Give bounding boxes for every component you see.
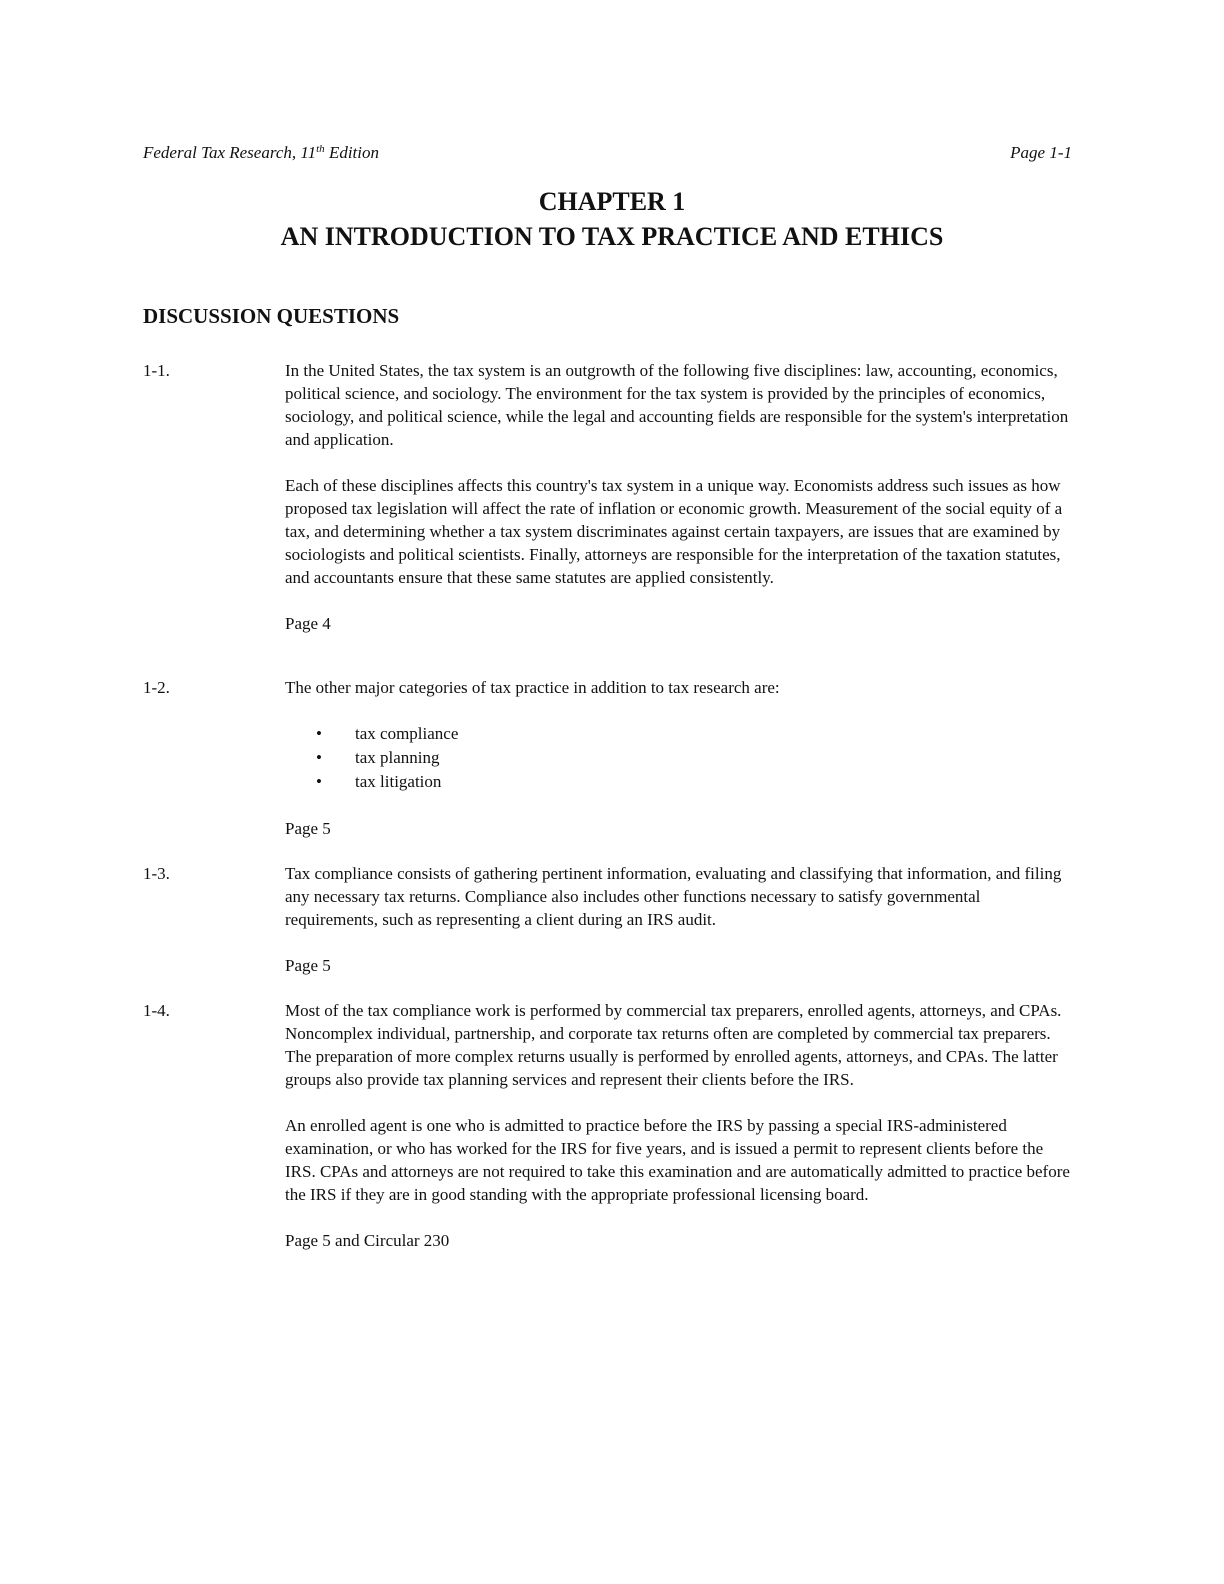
edition-superscript: th	[316, 143, 325, 155]
answer-paragraph: An enrolled agent is one who is admitted to practice before the IRS by passing a special IRS-administered examination, or who has worked for the IRS for five years, and is issued a permit to represent clients before the IRS. CPAs and attorneys are not required to take this examination and are automatically admitted to practice before the IRS if they are in good standing with the appropriate professional licensing board.	[285, 1116, 1070, 1204]
page-label: Page 1-1	[1010, 143, 1072, 162]
chapter-title: AN INTRODUCTION TO TAX PRACTICE AND ETHICS	[280, 222, 944, 251]
question-body	[285, 999, 1075, 1252]
question-body	[285, 676, 1075, 840]
page-reference: Page 5 and Circular 230	[285, 1231, 450, 1250]
list-item: • tax litigation	[285, 770, 1075, 794]
list-item: • tax planning	[285, 746, 1075, 770]
question-body	[285, 862, 1075, 977]
question-number: 1-2.	[143, 678, 170, 697]
bullet-icon: •	[316, 724, 322, 743]
page-reference: Page 5	[285, 819, 331, 838]
answer-paragraph: The other major categories of tax practice in addition to tax research are:	[285, 678, 780, 697]
answer-paragraph: Each of these disciplines affects this country's tax system in a unique way. Economists address such issues as how proposed tax legislation will affect the rate of inflation or economic growth. Measurement of the social equity of a tax, and determining whether a tax system discriminates against certain taxpayers, are issues that are examined by sociologists and political scientists. Finally, attorneys are responsible for the interpretation of the taxation statutes, and accountants ensure that these same statutes are applied consistently.	[285, 476, 1063, 587]
bullet-icon: •	[316, 772, 322, 791]
chapter-number: CHAPTER 1	[538, 187, 686, 216]
answer-paragraph: Tax compliance consists of gathering pertinent information, evaluating and classifying that information, and filing any necessary tax returns. Compliance also includes other functions necessary to satisfy governmental requirements, such as representing a client during an IRS audit.	[285, 864, 1062, 929]
question-number: 1-3.	[143, 864, 170, 883]
question-body	[285, 359, 1075, 635]
page-reference: Page 5	[285, 956, 331, 975]
list-item: • tax compliance	[285, 722, 1075, 746]
answer-paragraph: In the United States, the tax system is an outgrowth of the following five disciplines: law, accounting, economics, political science, and sociology. The environment for the tax system is provided by the principles of economics, sociology, and political science, while the legal and accounting fields are responsible for the system's interpretation and application.	[285, 361, 1069, 449]
page-reference: Page 4	[285, 614, 331, 633]
chapter-heading	[0, 184, 1224, 254]
section-heading: DISCUSSION QUESTIONS	[143, 304, 400, 328]
bullet-list	[285, 722, 1075, 794]
question-number: 1-1.	[143, 361, 170, 380]
bullet-icon: •	[316, 748, 322, 767]
book-title: Federal Tax Research, 11th Edition	[143, 143, 379, 162]
question-number: 1-4.	[143, 1001, 170, 1020]
answer-paragraph: Most of the tax compliance work is performed by commercial tax preparers, enrolled agents, attorneys, and CPAs. Noncomplex individual, partnership, and corporate tax returns often are completed by commercial tax preparers. The preparation of more complex returns usually is performed by enrolled agents, attorneys, and CPAs. The latter groups also provide tax planning services and represent their clients before the IRS.	[285, 1001, 1062, 1089]
